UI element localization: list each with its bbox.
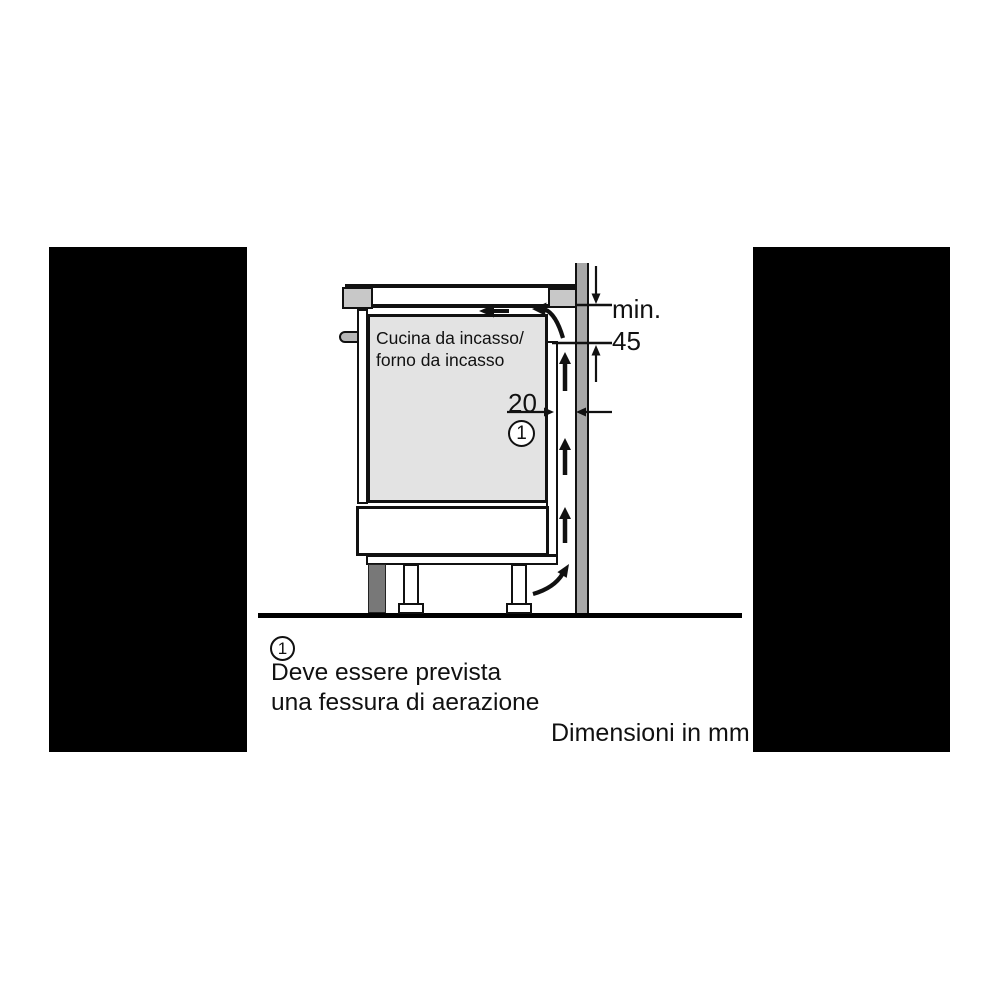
oven-cabinet-label-line2: forno da incasso xyxy=(376,349,505,370)
airflow-curved-bottom-arrow-icon xyxy=(533,564,569,594)
oven-door-handle xyxy=(339,331,359,343)
callout-number: 1 xyxy=(516,422,527,444)
legend-note xyxy=(271,658,539,717)
worktop xyxy=(345,284,576,308)
legend-marker-number: 1 xyxy=(277,638,288,658)
drawer xyxy=(356,506,549,556)
wall xyxy=(575,263,589,613)
dimension-min-label: min. xyxy=(612,294,662,324)
plinth xyxy=(368,564,386,613)
legend-note-line1: Deve essere prevista xyxy=(271,659,502,686)
dimension-min-value: 45 xyxy=(612,326,641,356)
oven-cabinet-label xyxy=(370,317,545,371)
floor-line xyxy=(258,613,742,618)
worktop-end-block xyxy=(548,288,577,308)
black-mask-left xyxy=(49,247,247,752)
black-mask-right xyxy=(753,247,950,752)
legend-note-line2: una fessura di aerazione xyxy=(271,688,540,716)
airflow-up-arrow-icon xyxy=(559,438,571,475)
cabinet-bottom-board xyxy=(366,555,558,565)
cabinet-leg-front xyxy=(403,564,419,605)
dimension-gap-value: 20 xyxy=(508,388,537,418)
callout-circle xyxy=(508,420,535,447)
hob-edge-block xyxy=(342,287,373,309)
units-note: Dimensioni in mm xyxy=(551,719,750,747)
oven-cabinet-label-line1: Cucina da incasso/ xyxy=(376,328,524,348)
cabinet-leg-rear xyxy=(511,564,527,605)
airflow-up-arrow-icon xyxy=(559,352,571,391)
airflow-up-arrow-icon xyxy=(559,507,571,543)
